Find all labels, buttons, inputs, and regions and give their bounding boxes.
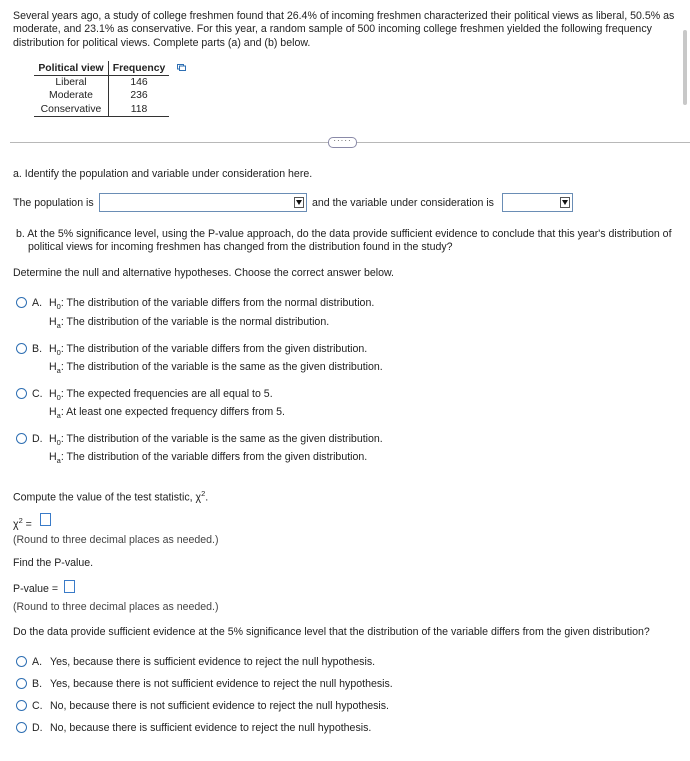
radio-button[interactable] <box>16 297 27 308</box>
option-text: Yes, because there is not sufficient evidence to reject the null hypothesis. <box>50 678 393 690</box>
conclusion-prompt: Do the data provide sufficient evidence at the 5% significance level that the distribution of the variable differs from the given distribution? <box>13 626 650 638</box>
pvalue-prompt: Find the P-value. <box>13 557 94 569</box>
table-cell-frequency: 146 <box>130 77 148 89</box>
option-text: Yes, because there is sufficient evidence to reject the null hypothesis. <box>50 656 376 668</box>
part-b-line1: b. At the 5% significance level, using the P-value approach, do the data provide sufficient evidence to conclude that this year's distribution of <box>16 228 672 240</box>
radio-button[interactable] <box>16 678 27 689</box>
null-hypothesis: $H_0$: The distribution of the variable differs from the normal distribution. <box>49 297 375 312</box>
scrollbar-thumb[interactable] <box>683 30 687 105</box>
table-cell-view: Moderate <box>34 89 109 102</box>
null-hypothesis: $H_0$: The expected frequencies are all equal to 5. <box>49 388 273 403</box>
null-hypothesis: $H_0$: The distribution of the variable is the same as the given distribution. <box>49 433 383 448</box>
null-hypothesis: $H_0$: The distribution of the variable differs from the given distribution. <box>49 343 368 358</box>
table-cell-frequency: 118 <box>109 103 170 117</box>
radio-button[interactable] <box>16 343 27 354</box>
copy-table-icon[interactable] <box>177 64 186 71</box>
option-letter: B. <box>32 678 43 690</box>
radio-button[interactable] <box>16 388 27 399</box>
hypotheses-prompt: Determine the null and alternative hypotheses. Choose the correct answer below. <box>13 267 395 279</box>
pvalue-label: P-value = <box>13 583 59 595</box>
option-letter: A. <box>32 297 43 309</box>
radio-button[interactable] <box>16 722 27 733</box>
variable-label: and the variable under consideration is <box>312 197 494 209</box>
option-text: No, because there is sufficient evidence to reject the null hypothesis. <box>50 722 372 734</box>
chi-square-label: $\chi^2$ = <box>13 516 32 531</box>
round-note: (Round to three decimal places as needed.) <box>13 534 219 546</box>
table-cell-view: Conservative <box>34 103 109 117</box>
dropdown-arrow-icon[interactable] <box>294 197 304 208</box>
problem-intro: Several years ago, a study of college freshmen found that 26.4% of incoming freshmen characterized their political views as liberal, 50.5% as moderate, and 23.1% as conservative. For this year, a random sample of 500 incoming college freshmen yielded the following frequency distribution for political views. Complete parts (a) and (b) below. <box>13 10 675 49</box>
table-cell-frequency: 236 <box>130 90 148 102</box>
chi-square-input[interactable] <box>40 513 51 526</box>
dropdown-arrow-icon[interactable] <box>560 197 570 208</box>
test-stat-prompt: Compute the value of the test statistic, $\chi^2$. <box>13 489 209 504</box>
alt-hypothesis: $H_a$: The distribution of the variable differs from the given distribution. <box>49 451 368 466</box>
expand-more-button[interactable]: ····· <box>328 137 357 148</box>
variable-dropdown[interactable] <box>502 193 573 212</box>
option-letter: D. <box>32 722 43 734</box>
table-header-frequency: Frequency <box>109 61 170 76</box>
frequency-table <box>34 61 169 117</box>
option-text: No, because there is not sufficient evidence to reject the null hypothesis. <box>50 700 390 712</box>
alt-hypothesis: $H_a$: The distribution of the variable is the normal distribution. <box>49 316 330 331</box>
part-b-line2: political views for incoming freshmen has changed from the distribution found in the study? <box>28 241 453 253</box>
part-a-title: a. Identify the population and variable under consideration here. <box>13 168 313 180</box>
radio-button[interactable] <box>16 656 27 667</box>
option-letter: C. <box>32 700 43 712</box>
table-cell-view: Liberal <box>34 76 109 90</box>
alt-hypothesis: $H_a$: The distribution of the variable is the same as the given distribution. <box>49 361 383 376</box>
round-note: (Round to three decimal places as needed.) <box>13 601 219 613</box>
radio-button[interactable] <box>16 700 27 711</box>
option-letter: A. <box>32 656 43 668</box>
pvalue-input[interactable] <box>64 580 75 593</box>
option-letter: C. <box>32 388 43 400</box>
option-letter: B. <box>32 343 43 355</box>
table-header-view: Political view <box>34 61 109 76</box>
alt-hypothesis: $H_a$: At least one expected frequency differs from 5. <box>49 406 285 421</box>
option-letter: D. <box>32 433 43 445</box>
population-dropdown[interactable] <box>99 193 307 212</box>
radio-button[interactable] <box>16 433 27 444</box>
population-label: The population is <box>13 197 94 209</box>
